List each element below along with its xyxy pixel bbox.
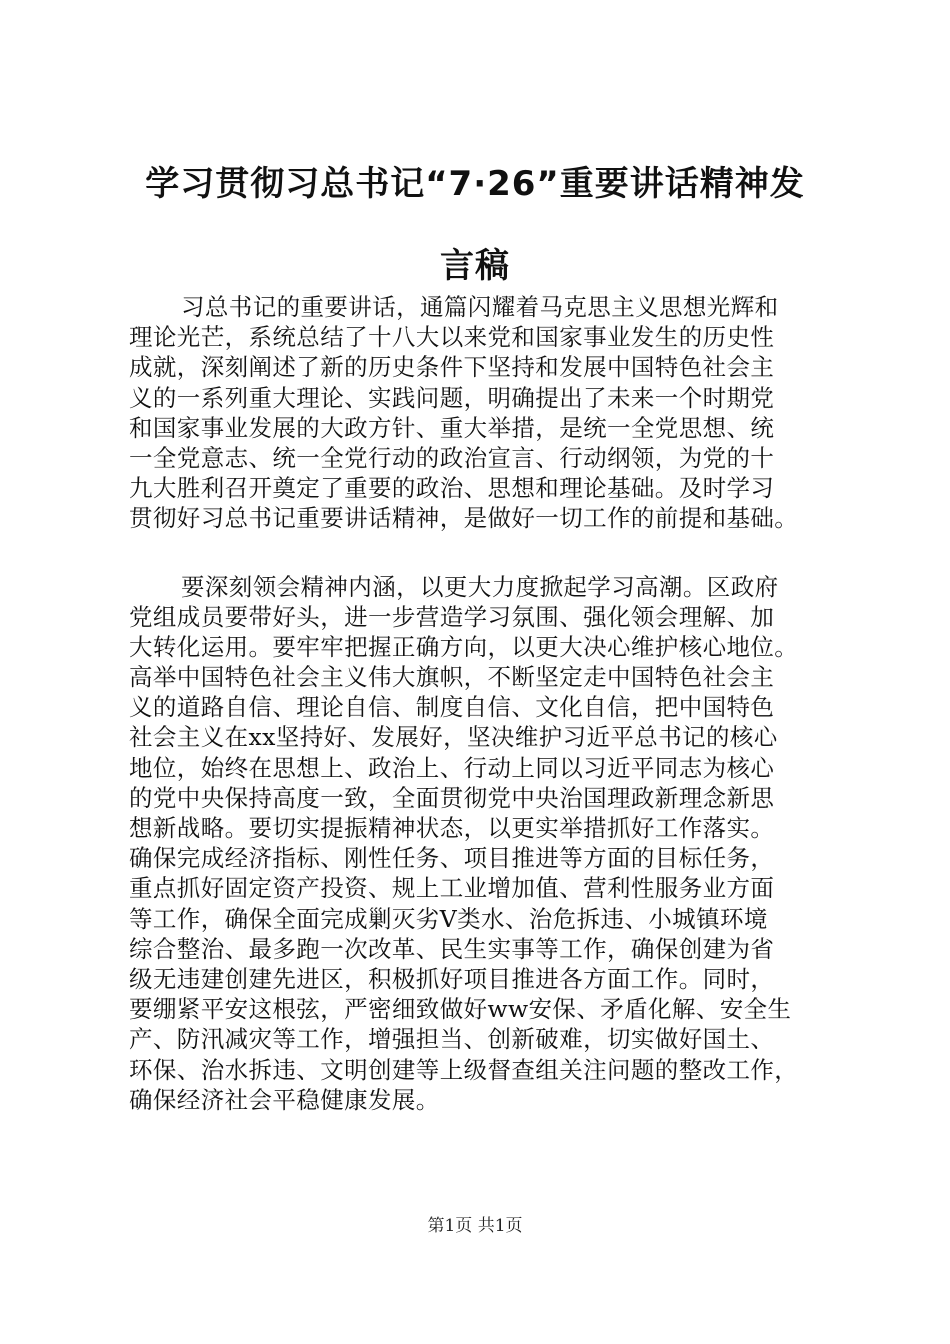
paragraph-line: 义的道路自信、理论自信、制度自信、文化自信，把中国特色 [129,693,775,722]
paragraph-line: 重点抓好固定资产投资、规上工业增加值、营利性服务业方面 [129,874,775,903]
paragraph-line: 要深刻领会精神内涵，以更大力度掀起学习高潮。区政府 [181,572,779,601]
paragraph-line: 综合整治、最多跑一次改革、民生实事等工作，确保创建为省 [129,934,775,963]
paragraph-line: 的党中央保持高度一致，全面贯彻党中央治国理政新理念新思 [129,783,775,812]
paragraph-line: 等工作，确保全面完成剿灭劣Ⅴ类水、治危拆违、小城镇环境 [129,904,768,933]
title-line-1: 学习贯彻习总书记“7·26”重要讲话精神发 [145,164,805,204]
paragraph-line: 理论光芒，系统总结了十八大以来党和国家事业发生的历史性 [129,323,775,352]
paragraph-line: 习总书记的重要讲话，通篇闪耀着马克思主义思想光辉和 [181,293,779,321]
paragraph-1 [129,292,835,534]
paragraph-line: 产、防汛减灾等工作，增强担当、创新破难，切实做好国土、 [129,1025,775,1054]
paragraph-line: 确保经济社会平稳健康发展。 [129,1085,440,1114]
paragraph-line: 成就，深刻阐述了新的历史条件下坚持和发展中国特色社会主 [129,353,775,382]
paragraph-line: 环保、治水拆违、文明创建等上级督查组关注问题的整改工作， [129,1055,799,1084]
paragraph-line: 九大胜利召开奠定了重要的政治、思想和理论基础。及时学习 [129,474,775,503]
paragraph-line: 级无违建创建先进区，积极抓好项目推进各方面工作。同时， [129,964,775,993]
paragraph-line: 地位，始终在思想上、政治上、行动上同以习近平同志为核心 [129,753,775,782]
paragraph-line: 贯彻好习总书记重要讲话精神，是做好一切工作的前提和基础。 [129,504,799,533]
paragraph-line: 确保完成经济指标、刚性任务、项目推进等方面的目标任务， [129,844,775,873]
paragraph-spacer [129,534,835,572]
paragraph-line: 想新战略。要切实提振精神状态，以更实举措抓好工作落实。 [129,814,775,842]
paragraph-line: 党组成员要带好头，进一步营造学习氛围、强化领会理解、加 [129,602,775,631]
paragraph-line: 要绷紧平安这根弦，严密细致做好ww安保、矛盾化解、安全生 [129,995,792,1024]
paragraph-line: 一全党意志、统一全党行动的政治宣言、行动纲领，为党的十 [129,443,775,472]
paragraph-line: 和国家事业发展的大政方针、重大举措，是统一全党思想、统 [129,413,775,442]
paragraph-line: 高举中国特色社会主义伟大旗帜，不断坚定走中国特色社会主 [129,663,775,692]
document-title [120,160,830,290]
title-line-2: 言稿 [440,246,510,286]
page-footer: 第1页 共1页 [427,1216,523,1236]
paragraph-line: 大转化运用。要牢牢把握正确方向，以更大决心维护核心地位。 [129,632,799,661]
paragraph-2 [129,572,835,1115]
paragraph-line: 社会主义在xx坚持好、发展好，坚决维护习近平总书记的核心 [129,723,778,752]
document-body [129,292,835,1115]
paragraph-line: 义的一系列重大理论、实践问题，明确提出了未来一个时期党 [129,383,775,412]
